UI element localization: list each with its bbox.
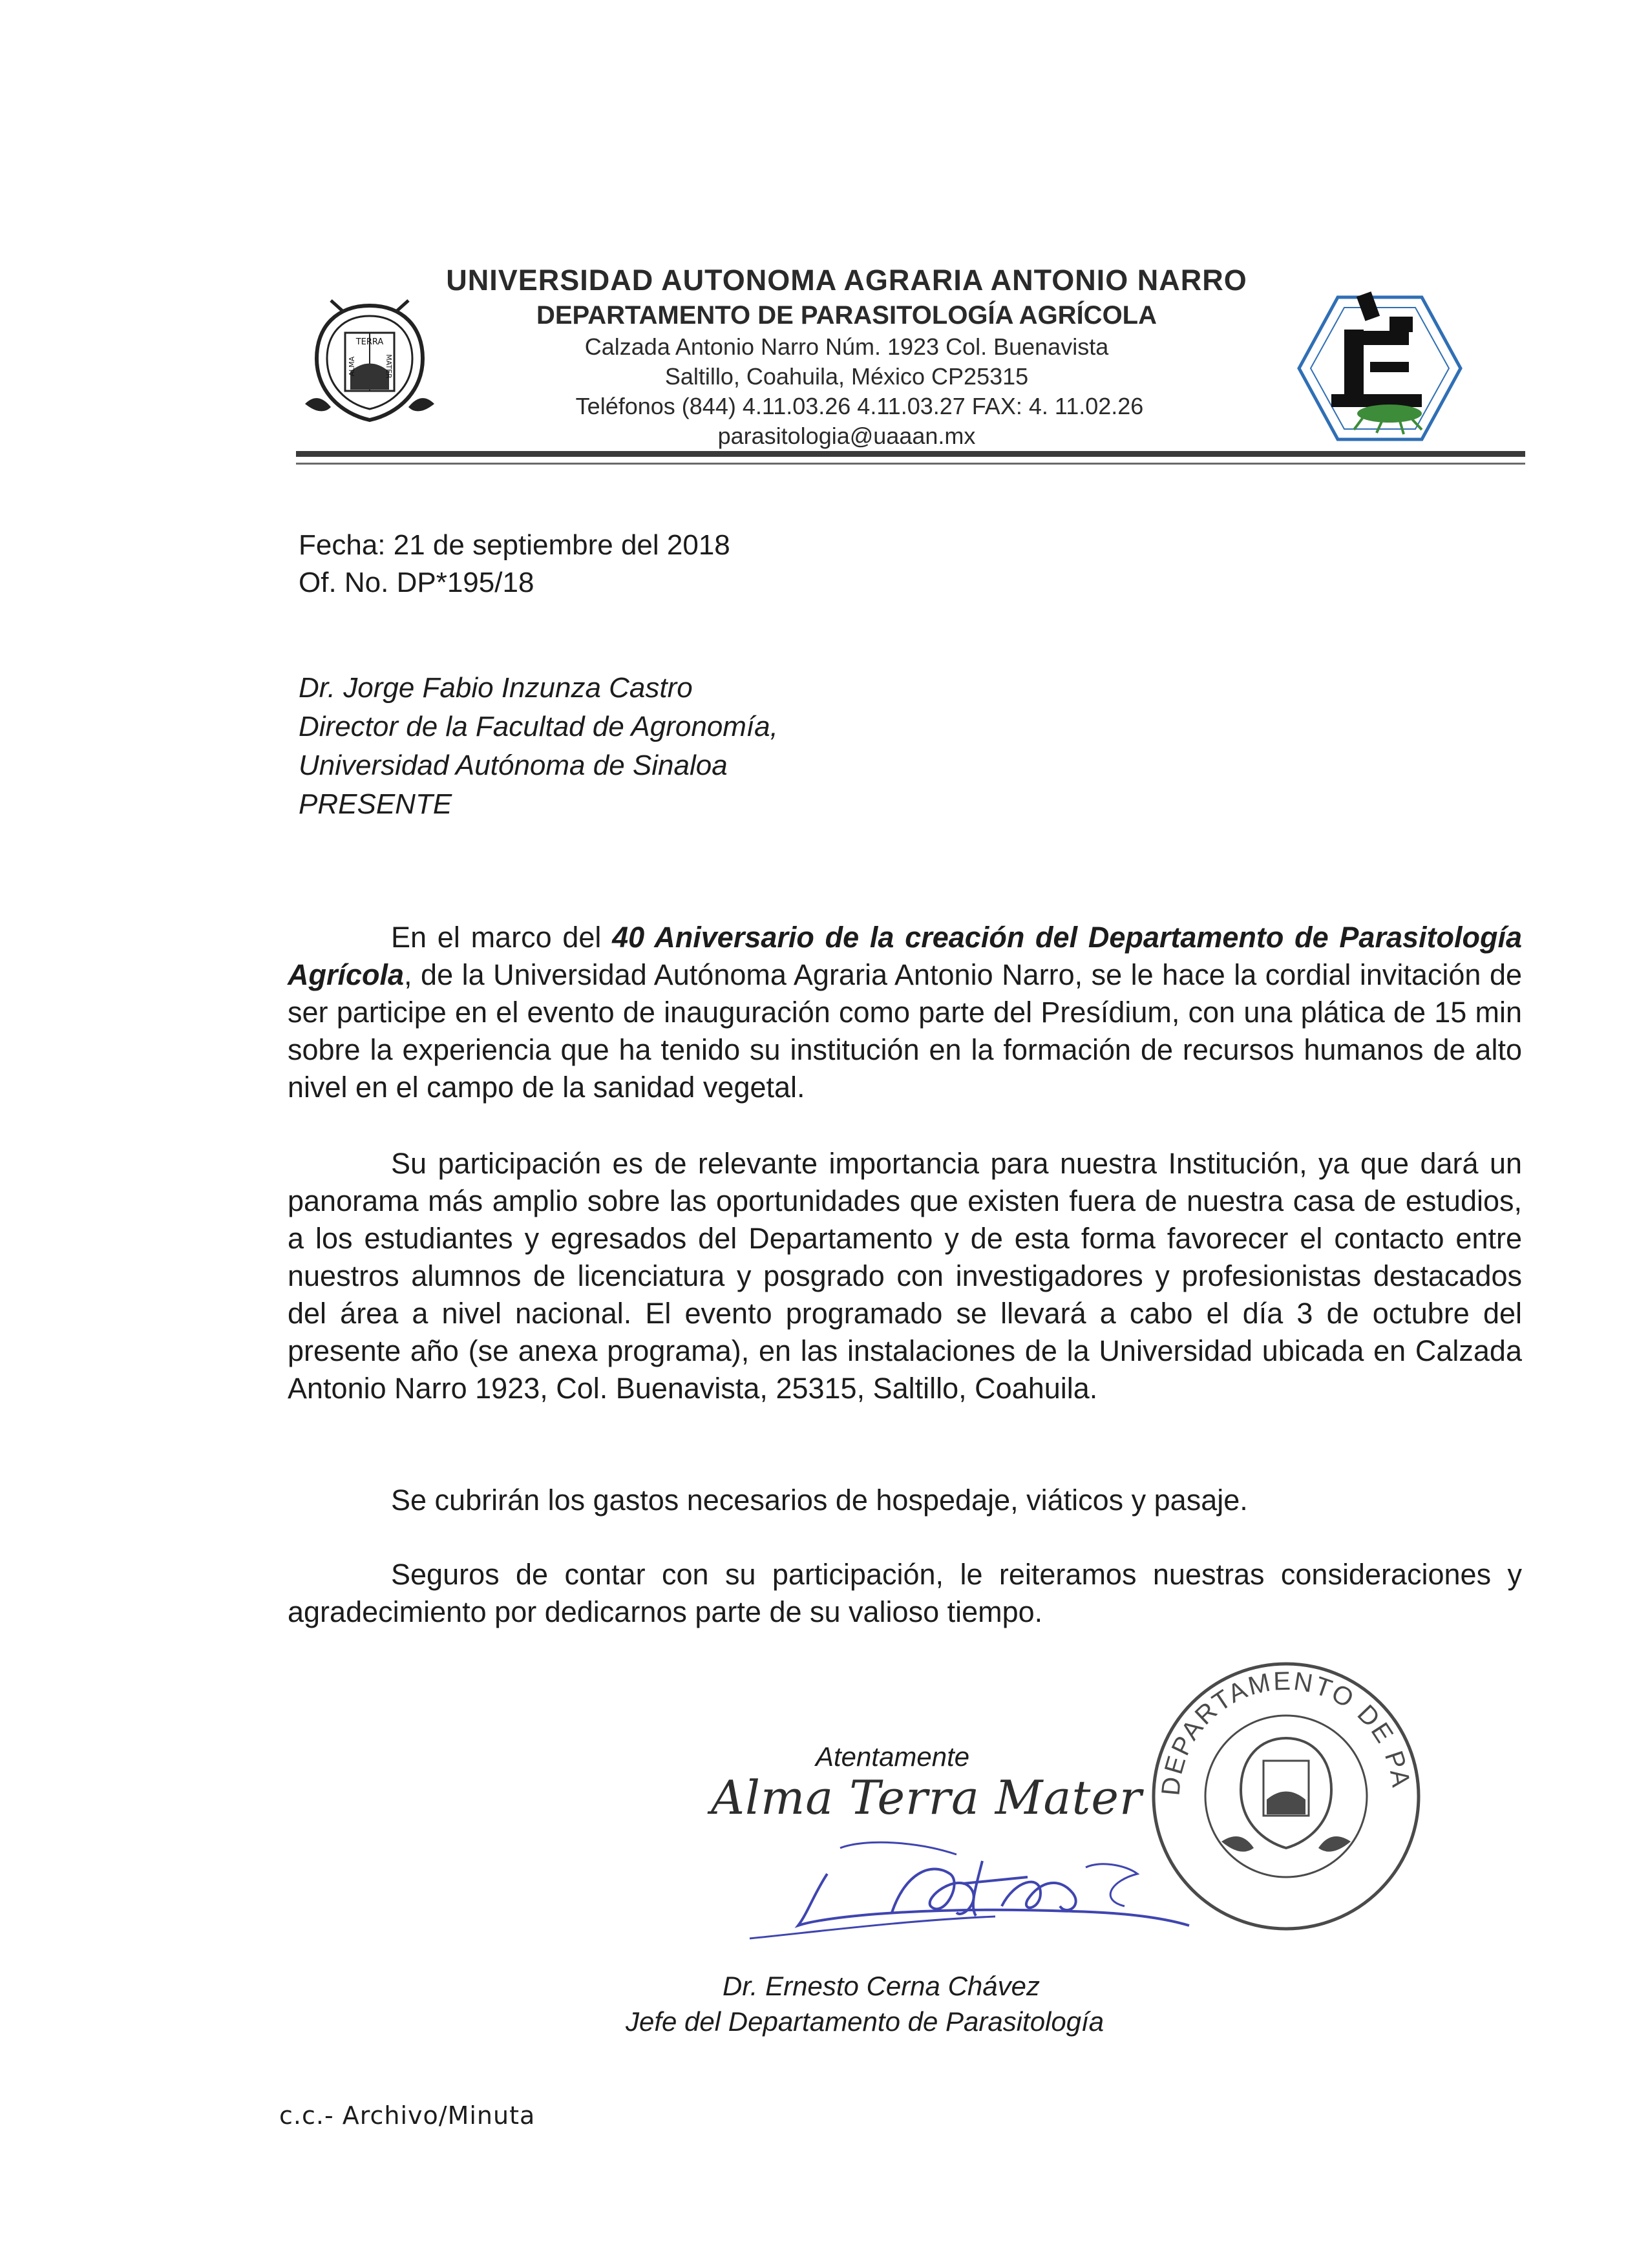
recipient-name: Dr. Jorge Fabio Inzunza Castro (299, 672, 693, 704)
anniversary-highlight: 40 Aniversario de la creación del Departamento de Parasitología Agrícola (288, 921, 1522, 991)
svg-text:ALMA: ALMA (348, 356, 356, 377)
svg-text:MATER: MATER (385, 354, 393, 379)
letterhead-email: parasitologia@uaaan.mx (717, 423, 976, 449)
letterhead-department-name: DEPARTAMENTO DE PARASITOLOGÍA AGRÍCOLA (536, 301, 1157, 330)
signer-title: Jefe del Departamento de Parasitología (626, 2006, 1104, 2037)
body-paragraph-1: En el marco del 40 Aniversario de la creación del Departamento de Parasitología Agrícola, de la Universidad Autónoma Agraria Antonio Narro, se le hace la cordial invitación de ser participe en el evento de inauguración como parte del Presídium, con una plática de 15 min sobre la experiencia que ha tenido su institución en la formación de recursos humanos de alto nivel en el campo de la sanidad vegetal. (288, 921, 1522, 1104)
signature (737, 1835, 1202, 1958)
letter-date: Fecha: 21 de septiembre del 2018 (299, 529, 730, 561)
letterhead-university-name: UNIVERSIDAD AUTONOMA AGRARIA ANTONIO NARRO (446, 264, 1247, 297)
body-paragraph-4: Seguros de contar con su participación, le reiteramos nuestras consideraciones y agradecimiento por dedicarnos parte de su valioso tiempo. (288, 1558, 1522, 1628)
letterhead-address-line2: Saltillo, Coahuila, México CP25315 (664, 363, 1029, 390)
stamp-text: DEPARTAMENTO DE PA (1156, 1666, 1415, 1797)
department-stamp (1144, 1654, 1428, 1938)
carbon-copy: c.c.- Archivo/Minuta (279, 2101, 536, 2130)
body-paragraph-2: Su participación es de relevante importancia para nuestra Institución, ya que dará un panorama más amplio sobre las oportunidades que existen fuera de nuestra casa de estudios, a los estudiantes y egresados del Departamento y de esta forma favorecer el contacto entre nuestros alumnos de licenciatura y posgrado con investigadores y profesionistas destacados del área a nivel nacional. El evento programado se llevará a cabo el día 3 de octubre del presente año (se anexa programa), en las instalaciones de la Universidad ubicada en Calzada Antonio Narro 1923, Col. Buenavista, 25315, Saltillo, Coahuila. (288, 1147, 1522, 1405)
letterhead-rule-thin (296, 463, 1525, 465)
svg-text:DEPARTAMENTO DE PARASITOLOGÍA (1144, 1654, 1415, 1797)
farewell: Atentamente (816, 1741, 970, 1772)
recipient-salutation: PRESENTE (299, 788, 452, 820)
letterhead-rule (296, 451, 1525, 457)
recipient-block (299, 669, 778, 824)
office-number: Of. No. DP*195/18 (299, 567, 534, 598)
motto-script: Alma Terra Mater (711, 1770, 1143, 1825)
letterhead-address-line1: Calzada Antonio Narro Núm. 1923 Col. Buenavista (584, 333, 1109, 360)
letterhead-phones: Teléfonos (844) 4.11.03.26 4.11.03.27 FAX: 4. 11.02.26 (575, 393, 1144, 419)
body-paragraph-3: Se cubrirán los gastos necesarios de hospedaje, viáticos y pasaje. (391, 1484, 1248, 1517)
recipient-institution: Universidad Autónoma de Sinaloa (299, 750, 728, 781)
reference-block (299, 527, 730, 602)
recipient-title: Director de la Facultad de Agronomía, (299, 711, 778, 742)
seal-terra-text: TERRA (355, 337, 384, 347)
signer-name: Dr. Ernesto Cerna Chávez (723, 1971, 1040, 2001)
